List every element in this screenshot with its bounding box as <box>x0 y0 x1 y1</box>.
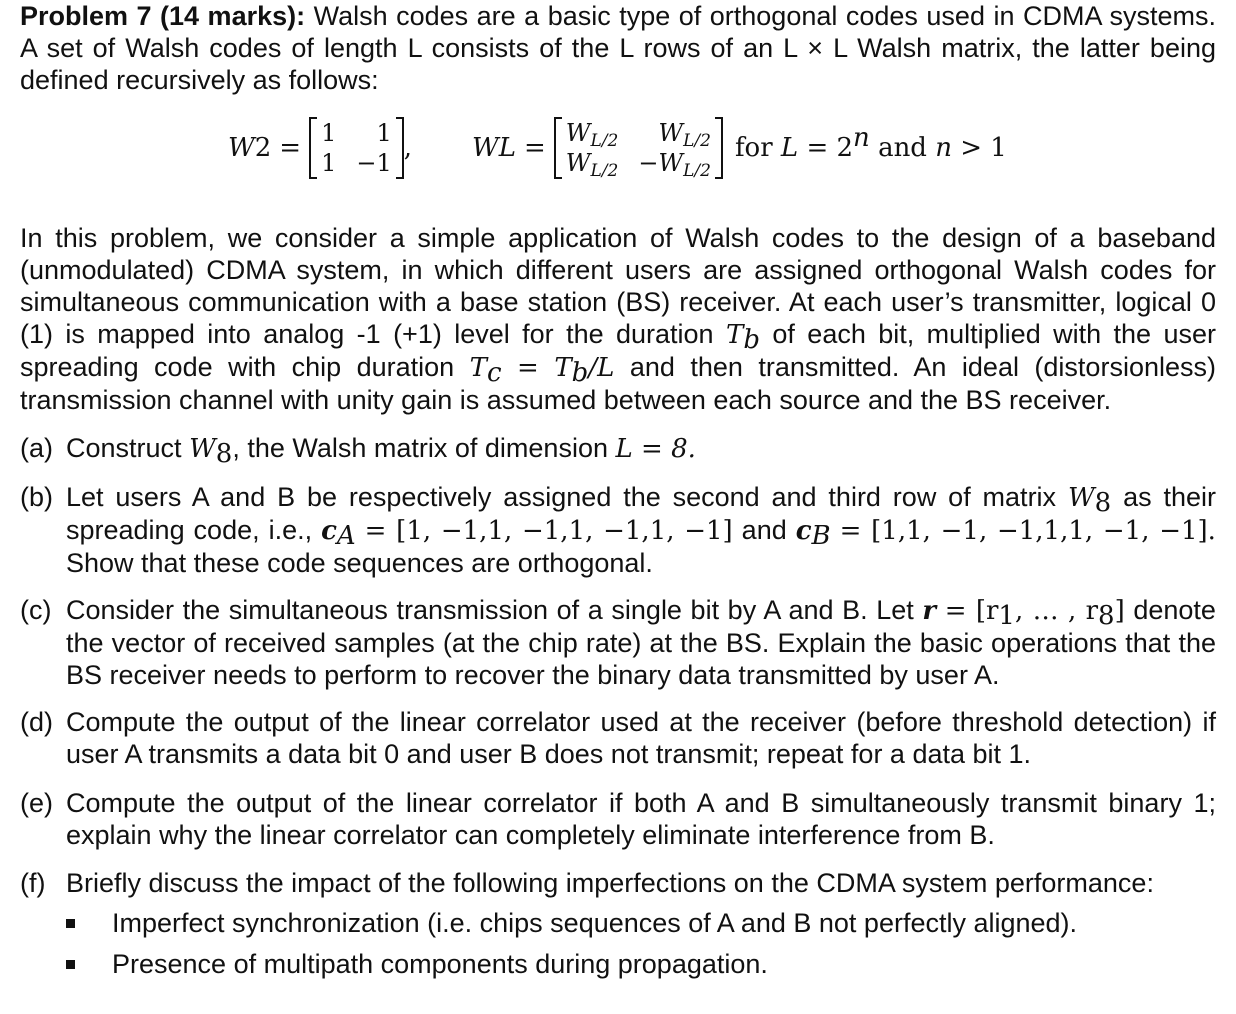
part-a <box>20 432 1216 469</box>
part-f-label: (f) <box>20 868 46 898</box>
w2-matrix: 1 1 1 −1 <box>321 119 392 177</box>
bullet-square-icon <box>66 960 75 969</box>
part-d-text: Compute the output of the linear correlator used at the receiver (before threshold detection) if user A transmits a data bit 0 and user B does not transmit; repeat for a data bit 1. <box>66 707 1216 769</box>
bullet-square-icon <box>66 919 75 928</box>
system-description: In this problem, we consider a simple application of Walsh codes to the design of a baseband (unmodulated) CDMA system, in which different users are assigned orthogonal Walsh codes for simultaneous communication with a base station (BS) receiver. At each user’s transmitter, logical 0 (1) is mapped into analog -1 (+1) level for the duration $T_b$ of each bit, multiplied with the user spreading code with chip duration $T_c = T_b/L$ and then transmitted. An ideal (distorsionless) transmission channel with unity gain is assumed between each source and the BS receiver. <box>20 223 1216 415</box>
wl-matrix: $W_{L/2}$ $W_{L/2}$ $W_{L/2}$ $-W_{L/2}$ <box>565 119 711 181</box>
w2-definition: W 2 = 1 1 1 −1 , <box>228 119 413 177</box>
problem-intro-text: Walsh codes are a basic type of orthogonal codes used in CDMA systems. A set of Walsh codes of length L consists of the L rows of an L × L Walsh matrix, the latter being defined recursively as follows: <box>20 1 1216 95</box>
part-b <box>20 481 1216 579</box>
part-f-bullet <box>66 948 1216 980</box>
part-f <box>20 867 1216 899</box>
part-c-label: (c) <box>20 595 52 625</box>
part-d <box>20 706 1216 770</box>
part-e <box>20 787 1216 851</box>
part-b-label: (b) <box>20 482 53 512</box>
part-a-text: Construct $W_8$, the Walsh matrix of dimension L = 8. <box>66 433 696 469</box>
part-e-label: (e) <box>20 788 53 818</box>
part-d-label: (d) <box>20 707 53 737</box>
walsh-recursion-equation <box>20 108 1216 188</box>
part-f-text: Briefly discuss the impact of the following imperfections on the CDMA system performance: <box>66 868 1154 898</box>
part-c-text: Consider the simultaneous transmission of a single bit by A and B. Let $r = [r_1$, … , $r_8$] denote the vector of received samples (at the chip rate) at the BS. Explain the basic operations that the BS receiver needs to perform to recover the binary data transmitted by user A. <box>66 595 1216 690</box>
part-a-label: (a) <box>20 433 53 463</box>
part-f-bullet-text: Presence of multipath components during propagation. <box>112 949 768 979</box>
equation-condition: for $L = 2^n$ and n > 1 <box>734 123 1007 163</box>
part-f-bullet <box>66 907 1216 939</box>
part-b-text: Let users A and B be respectively assigned the second and third row of matrix $W_8$ as their spreading code, i.e., $c_A = [1$, −1,1, −1,1, −1,1, −1] and $c_B = [1,1$, −1, −1,1,1, −1, −1]. Show that these code sequences are orthogonal. <box>66 482 1216 578</box>
problem-intro <box>20 0 1216 96</box>
part-e-text: Compute the output of the linear correlator if both A and B simultaneously transmit binary 1; explain why the linear correlator can completely eliminate interference from B. <box>66 788 1216 850</box>
problem-heading: Problem 7 (14 marks): <box>20 1 306 31</box>
wl-definition: W L = $W_{L/2}$ $W_{L/2}$ $W_{L/2}$ $-W_{L/2}$ for $L = 2^n$ and n > 1 <box>472 119 1007 181</box>
part-f-bullet-text: Imperfect synchronization (i.e. chips sequences of A and B not perfectly aligned). <box>112 908 1078 938</box>
part-c <box>20 594 1216 691</box>
